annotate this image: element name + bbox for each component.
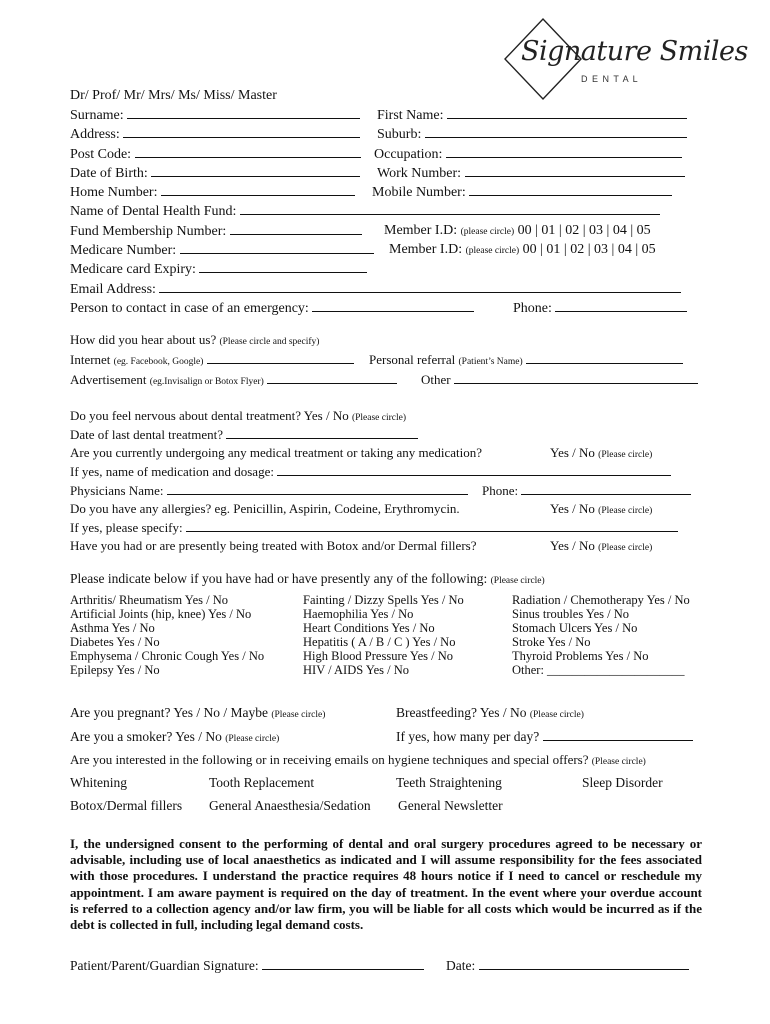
condition-item[interactable]: Artificial Joints (hip, knee) Yes / No	[70, 607, 252, 621]
mobile-number-field[interactable]	[372, 184, 672, 201]
medicare-expiry-label: Medicare card Expiry:	[70, 262, 196, 277]
condition-item[interactable]: Epilepsy Yes / No	[70, 663, 160, 677]
condition-item[interactable]: Emphysema / Chronic Cough Yes / No	[70, 649, 265, 663]
referral-question-note: (Please circle and specify)	[219, 337, 320, 347]
referral-question-text: How did you hear about us?	[70, 332, 217, 347]
interest-botox[interactable]: Botox/Dermal fillers	[70, 798, 183, 813]
referral-advert-note: (eg.Invisalign or Botox Flyer)	[149, 377, 264, 387]
referral-other[interactable]	[421, 372, 698, 388]
referral-advert[interactable]	[70, 372, 397, 388]
title-options[interactable]: Dr/ Prof/ Mr/ Mrs/ Ms/ Miss/ Master	[70, 88, 277, 103]
fund-membership-field[interactable]	[70, 223, 362, 240]
breastfeeding-text[interactable]: Breastfeeding? Yes / No	[396, 705, 527, 720]
referral-other-label: Other	[421, 372, 451, 387]
logo	[495, 14, 748, 104]
interest-teeth-straightening[interactable]: Teeth Straightening	[396, 775, 502, 790]
referral-personal-label: Personal referral	[369, 352, 456, 367]
date-field[interactable]	[446, 958, 689, 974]
referral-internet[interactable]	[70, 352, 354, 368]
emergency-contact-label: Person to contact in case of an emergency:	[70, 301, 309, 316]
breastfeeding-note: (Please circle)	[529, 710, 584, 720]
medicare-expiry-field[interactable]	[70, 261, 367, 278]
member-id-2[interactable]	[389, 242, 656, 258]
member-id-1[interactable]	[384, 223, 651, 239]
suburb-label: Suburb:	[377, 127, 422, 142]
allergies-answer[interactable]	[550, 501, 652, 517]
interests-question-note: (Please circle)	[591, 757, 646, 767]
signature-field[interactable]	[70, 958, 424, 974]
nervous-question[interactable]	[70, 408, 406, 424]
date-label: Date:	[446, 958, 476, 973]
botox-note: (Please circle)	[598, 543, 653, 553]
condition-item[interactable]: Asthma Yes / No	[70, 621, 155, 635]
condition-item[interactable]: Thyroid Problems Yes / No	[512, 649, 649, 663]
condition-item[interactable]: HIV / AIDS Yes / No	[303, 663, 410, 677]
interests-question-text: Are you interested in the following or in receiving emails on hygiene techniques and special offers?	[70, 752, 589, 767]
member-id-1-label: Member I.D:	[384, 223, 458, 238]
last-treatment-field[interactable]	[70, 427, 418, 443]
dob-field[interactable]	[70, 165, 360, 182]
emergency-phone-field[interactable]	[513, 300, 687, 317]
conditions-heading-note: (Please circle)	[490, 576, 545, 586]
fund-membership-label: Fund Membership Number:	[70, 224, 227, 239]
referral-question	[70, 332, 319, 348]
member-id-1-options[interactable]: 00 | 01 | 02 | 03 | 04 | 05	[517, 223, 651, 238]
medicare-number-label: Medicare Number:	[70, 243, 177, 258]
condition-item[interactable]: High Blood Pressure Yes / No	[303, 649, 454, 663]
work-number-label: Work Number:	[377, 166, 462, 181]
medication-label: If yes, name of medication and dosage:	[70, 464, 274, 479]
member-id-2-options[interactable]: 00 | 01 | 02 | 03 | 04 | 05	[522, 242, 656, 257]
per-day-field[interactable]	[396, 729, 693, 745]
home-number-field[interactable]	[70, 184, 355, 201]
referral-internet-note: (eg. Facebook, Google)	[113, 357, 204, 367]
condition-item[interactable]: Stomach Ulcers Yes / No	[512, 621, 638, 635]
logo-script: Signature Smiles	[521, 36, 748, 67]
specify-label: If yes, please specify:	[70, 520, 183, 535]
suburb-field[interactable]	[377, 126, 687, 143]
signature-label: Patient/Parent/Guardian Signature:	[70, 958, 259, 973]
work-number-field[interactable]	[377, 165, 685, 182]
pregnant-question[interactable]	[70, 705, 325, 721]
medication-field[interactable]	[70, 464, 671, 480]
condition-item[interactable]: Diabetes Yes / No	[70, 635, 160, 649]
emergency-phone-label: Phone:	[513, 301, 552, 316]
condition-item[interactable]: Radiation / Chemotherapy Yes / No	[512, 593, 690, 607]
undergoing-yn[interactable]: Yes / No	[550, 445, 595, 460]
allergies-note: (Please circle)	[598, 506, 653, 516]
pregnant-text[interactable]: Are you pregnant? Yes / No / Maybe	[70, 705, 268, 720]
condition-item[interactable]: Stroke Yes / No	[512, 635, 591, 649]
specify-field[interactable]	[70, 520, 678, 536]
botox-question: Have you had or are presently being treated with Botox and/or Dermal fillers?	[70, 538, 477, 553]
undergoing-note: (Please circle)	[598, 450, 653, 460]
botox-answer[interactable]	[550, 538, 652, 554]
smoker-text[interactable]: Are you a smoker? Yes / No	[70, 729, 222, 744]
botox-yn[interactable]: Yes / No	[550, 538, 595, 553]
interest-newsletter[interactable]: General Newsletter	[398, 798, 503, 813]
referral-personal-note: (Patient’s Name)	[458, 357, 523, 367]
health-fund-field[interactable]	[70, 203, 660, 220]
per-day-label: If yes, how many per day?	[396, 729, 540, 744]
smoker-note: (Please circle)	[225, 734, 280, 744]
conditions-heading	[70, 571, 545, 587]
undergoing-answer[interactable]	[550, 445, 652, 461]
pregnant-note: (Please circle)	[271, 710, 326, 720]
condition-item[interactable]: Fainting / Dizzy Spells Yes / No	[303, 593, 464, 607]
last-treatment-label: Date of last dental treatment?	[70, 427, 224, 442]
referral-internet-label: Internet	[70, 352, 111, 367]
medicare-number-field[interactable]	[70, 242, 374, 259]
condition-item[interactable]: Sinus troubles Yes / No	[512, 607, 630, 621]
physicians-phone-label: Phone:	[482, 483, 519, 498]
referral-advert-label: Advertisement	[70, 372, 147, 387]
member-id-2-note: (please circle)	[465, 246, 520, 256]
logo-sub: D E N T A L	[581, 74, 639, 84]
first-name-field[interactable]	[377, 107, 687, 124]
conditions-heading-text: Please indicate below if you have had or have presently any of the following:	[70, 571, 488, 586]
condition-item[interactable]: Hepatitis ( A / B / C ) Yes / No	[303, 635, 456, 649]
address-label: Address:	[70, 127, 120, 142]
dob-label: Date of Birth:	[70, 166, 148, 181]
health-fund-label: Name of Dental Health Fund:	[70, 204, 237, 219]
member-id-1-note: (please circle)	[460, 227, 515, 237]
condition-item[interactable]: Arthritis/ Rheumatism Yes / No	[70, 593, 228, 607]
interest-whitening[interactable]: Whitening	[70, 775, 127, 790]
breastfeeding-question[interactable]	[396, 705, 584, 721]
nervous-text: Do you feel nervous about dental treatment? Yes / No	[70, 408, 349, 423]
surname-label: Surname:	[70, 108, 124, 123]
address-field[interactable]	[70, 126, 360, 143]
referral-personal[interactable]	[369, 352, 683, 368]
mobile-number-label: Mobile Number:	[372, 185, 466, 200]
email-label: Email Address:	[70, 282, 156, 297]
smoker-question[interactable]	[70, 729, 279, 745]
post-code-field[interactable]	[70, 146, 361, 163]
surname-field[interactable]	[70, 107, 360, 124]
interest-anaesthesia[interactable]: General Anaesthesia/Sedation	[209, 798, 371, 813]
member-id-2-label: Member I.D:	[389, 242, 463, 257]
consent-paragraph: I, the undersigned consent to the performing of dental and oral surgery procedures agreed to be necessary or advisable, including use of local anaesthetics as indicated and I will assume responsibility for the fees associated with those procedures. I understand the practice requires 48 hours notice if I need to cancel or reschedule my appointment. I am aware payment is required on the day of treatment. In the event where your overdue account is referred to a collection agency and/or law firm, you will be liable for all costs which would be incurred as if the debt is collected in full, including legal demand costs.	[70, 836, 702, 933]
physicians-label: Physicians Name:	[70, 483, 164, 498]
occupation-field[interactable]	[374, 146, 682, 163]
nervous-note: (Please circle)	[351, 413, 407, 423]
home-number-label: Home Number:	[70, 185, 158, 200]
interest-tooth-replacement[interactable]: Tooth Replacement	[209, 775, 315, 790]
post-code-label: Post Code:	[70, 147, 132, 162]
occupation-label: Occupation:	[374, 147, 443, 162]
email-field[interactable]	[70, 281, 681, 298]
physicians-phone-field[interactable]	[482, 483, 691, 499]
physicians-field[interactable]	[70, 483, 468, 499]
condition-item[interactable]: Haemophilia Yes / No	[303, 607, 414, 621]
interest-sleep-disorder[interactable]: Sleep Disorder	[582, 775, 663, 790]
first-name-label: First Name:	[377, 108, 444, 123]
emergency-contact-field[interactable]	[70, 300, 474, 317]
interests-question	[70, 752, 646, 768]
condition-item[interactable]: Other: ______________________	[512, 663, 685, 677]
condition-item[interactable]: Heart Conditions Yes / No	[303, 621, 435, 635]
allergies-question: Do you have any allergies? eg. Penicillin, Aspirin, Codeine, Erythromycin.	[70, 501, 460, 516]
undergoing-question: Are you currently undergoing any medical treatment or taking any medication?	[70, 445, 483, 460]
allergies-yn[interactable]: Yes / No	[550, 501, 595, 516]
